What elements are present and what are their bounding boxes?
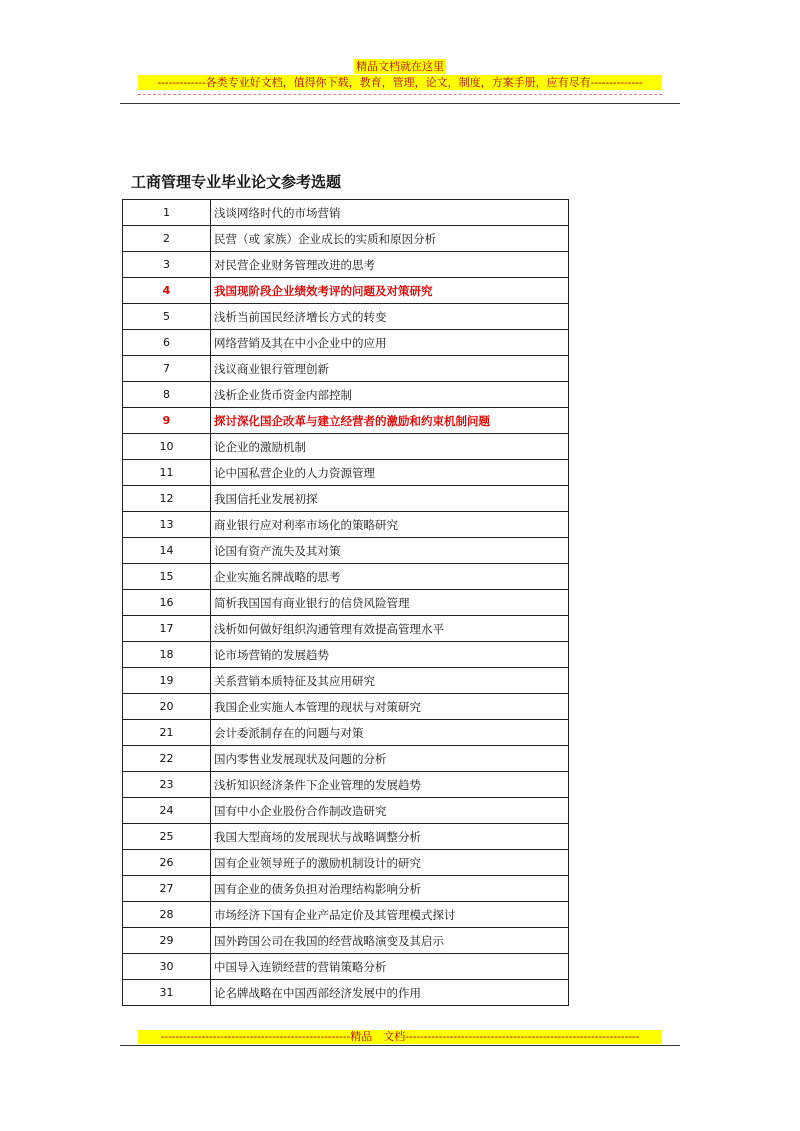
table-row [123, 668, 569, 694]
table-row [123, 564, 569, 590]
header-banner: -------------各类专业好文档，值得你下载，教育，管理，论文，制度，方案手册，应有尽有-------------- [138, 75, 662, 90]
topic-number: 26 [123, 850, 211, 876]
table-row [123, 876, 569, 902]
topic-number: 8 [123, 382, 211, 408]
topic-title: 会计委派制存在的问题与对策 [211, 720, 569, 746]
topic-number: 5 [123, 304, 211, 330]
topics-table-body [123, 200, 569, 1006]
topic-number: 24 [123, 798, 211, 824]
document-title: 工商管理专业毕业论文参考选题 [131, 173, 342, 191]
table-row [123, 772, 569, 798]
topic-title: 中国导入连锁经营的营销策略分析 [211, 954, 569, 980]
topic-title: 国内零售业发展现状及问题的分析 [211, 746, 569, 772]
topic-number: 20 [123, 694, 211, 720]
topic-title: 网络营销及其在中小企业中的应用 [211, 330, 569, 356]
topic-number: 1 [123, 200, 211, 226]
topic-title: 国有中小企业股份合作制改造研究 [211, 798, 569, 824]
topic-title: 市场经济下国有企业产品定价及其管理模式探讨 [211, 902, 569, 928]
topic-title: 关系营销本质特征及其应用研究 [211, 668, 569, 694]
topic-title: 国有企业的债务负担对治理结构影响分析 [211, 876, 569, 902]
topic-title: 论国有资产流失及其对策 [211, 538, 569, 564]
table-row [123, 278, 569, 304]
table-row [123, 226, 569, 252]
topic-number: 11 [123, 460, 211, 486]
topic-number: 7 [123, 356, 211, 382]
topic-title: 浅析当前国民经济增长方式的转变 [211, 304, 569, 330]
topic-title: 企业实施名牌战略的思考 [211, 564, 569, 590]
topic-number: 4 [123, 278, 211, 304]
header-tagline: 精品文档就在这里 [356, 60, 444, 73]
topic-number: 29 [123, 928, 211, 954]
topic-number: 6 [123, 330, 211, 356]
table-row [123, 408, 569, 434]
header-divider [120, 103, 680, 104]
topic-number: 2 [123, 226, 211, 252]
topic-title: 简析我国国有商业银行的信贷风险管理 [211, 590, 569, 616]
table-row [123, 902, 569, 928]
topic-title: 论市场营销的发展趋势 [211, 642, 569, 668]
topic-number: 15 [123, 564, 211, 590]
table-row [123, 694, 569, 720]
topic-number: 21 [123, 720, 211, 746]
table-row [123, 642, 569, 668]
topic-title: 民营（或 家族）企业成长的实质和原因分析 [211, 226, 569, 252]
table-row [123, 538, 569, 564]
topic-title: 国有企业领导班子的激励机制设计的研究 [211, 850, 569, 876]
topic-number: 30 [123, 954, 211, 980]
topic-number: 9 [123, 408, 211, 434]
table-row [123, 720, 569, 746]
table-row [123, 200, 569, 226]
table-row [123, 434, 569, 460]
footer-divider [120, 1045, 680, 1046]
topic-title: 国外跨国公司在我国的经营战略演变及其启示 [211, 928, 569, 954]
topic-number: 23 [123, 772, 211, 798]
table-row [123, 824, 569, 850]
table-row [123, 460, 569, 486]
table-row [123, 850, 569, 876]
topic-title: 浅谈网络时代的市场营销 [211, 200, 569, 226]
topic-number: 12 [123, 486, 211, 512]
topic-number: 18 [123, 642, 211, 668]
header-dashed-divider [138, 88, 662, 95]
topic-title: 商业银行应对利率市场化的策略研究 [211, 512, 569, 538]
topic-title: 浅析企业货币资金内部控制 [211, 382, 569, 408]
topic-number: 14 [123, 538, 211, 564]
topic-title: 浅议商业银行管理创新 [211, 356, 569, 382]
topic-number: 16 [123, 590, 211, 616]
table-row [123, 486, 569, 512]
table-row [123, 304, 569, 330]
page-footer-banner: ---------------------------------------------------精品 文档--------------------------------------------------------------- [138, 1030, 662, 1044]
table-row [123, 590, 569, 616]
topic-title: 浅析如何做好组织沟通管理有效提高管理水平 [211, 616, 569, 642]
table-row [123, 356, 569, 382]
topic-title: 我国信托业发展初探 [211, 486, 569, 512]
topic-title: 论企业的激励机制 [211, 434, 569, 460]
page-header [120, 55, 680, 90]
table-row [123, 928, 569, 954]
topic-number: 17 [123, 616, 211, 642]
table-row [123, 512, 569, 538]
table-row [123, 954, 569, 980]
topic-number: 28 [123, 902, 211, 928]
topic-title: 浅析知识经济条件下企业管理的发展趋势 [211, 772, 569, 798]
topic-title: 探讨深化国企改革与建立经营者的激励和约束机制问题 [211, 408, 569, 434]
topic-number: 27 [123, 876, 211, 902]
table-row [123, 330, 569, 356]
table-row [123, 980, 569, 1006]
topic-number: 13 [123, 512, 211, 538]
topic-number: 19 [123, 668, 211, 694]
topic-title: 对民营企业财务管理改进的思考 [211, 252, 569, 278]
table-row [123, 616, 569, 642]
topic-number: 3 [123, 252, 211, 278]
topic-number: 25 [123, 824, 211, 850]
topic-title: 论名牌战略在中国西部经济发展中的作用 [211, 980, 569, 1006]
topic-title: 我国企业实施人本管理的现状与对策研究 [211, 694, 569, 720]
topic-title: 论中国私营企业的人力资源管理 [211, 460, 569, 486]
topic-title: 我国现阶段企业绩效考评的问题及对策研究 [211, 278, 569, 304]
table-row [123, 252, 569, 278]
topics-table [122, 199, 569, 1006]
topic-number: 31 [123, 980, 211, 1006]
table-row [123, 798, 569, 824]
topic-number: 10 [123, 434, 211, 460]
table-row [123, 382, 569, 408]
topic-number: 22 [123, 746, 211, 772]
table-row [123, 746, 569, 772]
topic-title: 我国大型商场的发展现状与战略调整分析 [211, 824, 569, 850]
